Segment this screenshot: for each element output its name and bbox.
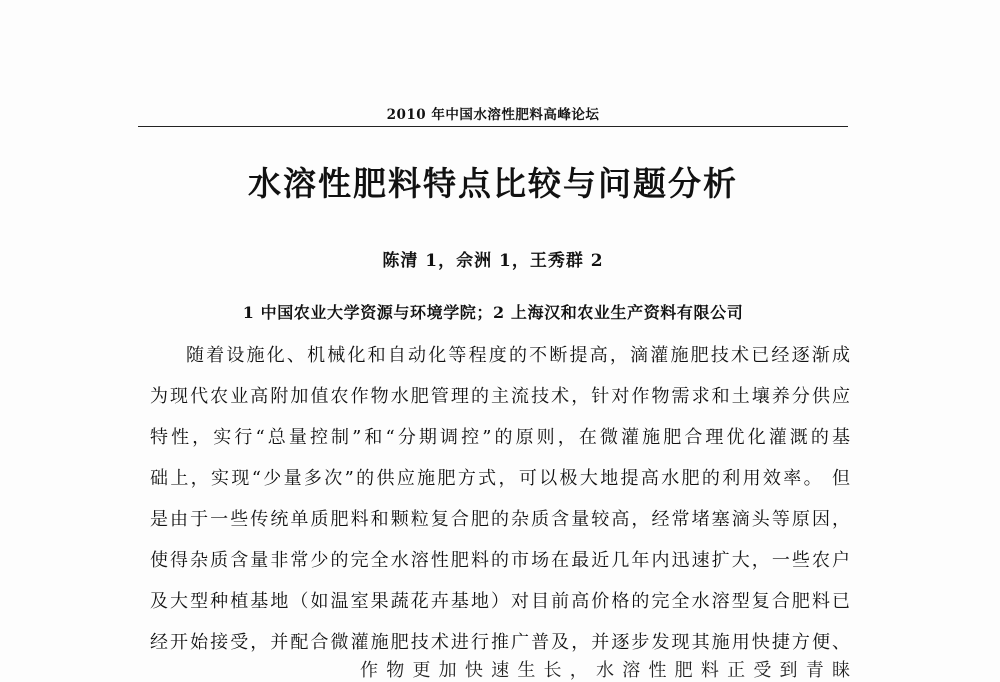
body-line: 特性，实行“总量控制”和“分期调控”的原则，在微灌施肥合理优化灌溉的基 (150, 427, 850, 448)
body-line: 及大型种植基地（如温室果蔬花卉基地）对目前高价格的完全水溶型复合肥料已 (150, 591, 850, 612)
body-line: 础上，实现“少量多次”的供应施肥方式，可以极大地提高水肥的利用效率。 但 (150, 468, 850, 489)
body-line: 是由于一些传统单质肥料和颗粒复合肥的杂质含量较高，经常堵塞滴头等原因， (150, 509, 850, 530)
body-line: 为现代农业高附加值农作物水肥管理的主流技术，针对作物需求和土壤养分供应 (150, 386, 850, 407)
body-line: 随着设施化、机械化和自动化等程度的不断提高，滴灌施肥技术已经逐渐成 (186, 345, 850, 366)
author-list: 陈清 1，佘洲 1，王秀群 2 (382, 251, 604, 271)
running-header: 2010 年中国水溶性肥料高峰论坛 (386, 107, 600, 123)
affiliation: 1 中国农业大学资源与环境学院；2 上海汉和农业生产资料有限公司 (242, 303, 744, 322)
paper-title: 水溶性肥料特点比较与问题分析 (248, 164, 738, 203)
cut-off-line: 作物更加快速生长，水溶性肥料正受到青睐 (360, 660, 850, 681)
body-line: 使得杂质含量非常少的完全水溶性肥料的市场在最近几年内迅速扩大，一些农户 (150, 550, 850, 571)
body-line: 经开始接受，并配合微灌施肥技术进行推广普及，并逐步发现其施用快捷方便、 (150, 632, 850, 653)
header-rule (138, 126, 848, 127)
